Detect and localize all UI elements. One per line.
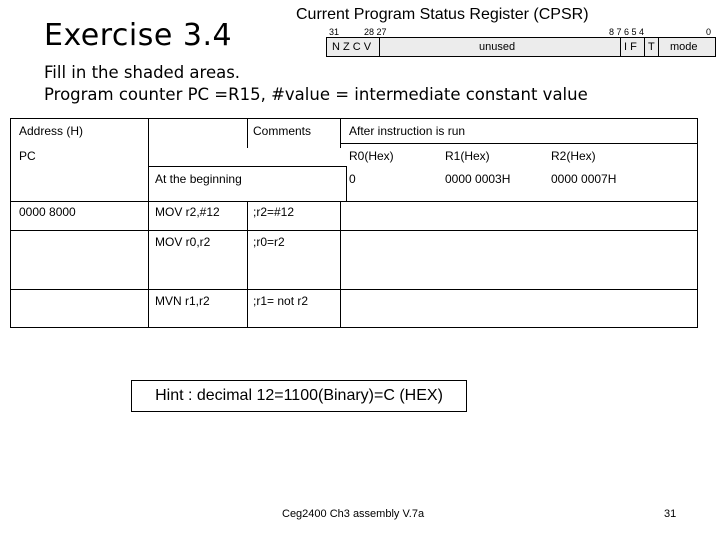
address-header: Address (H) — [19, 124, 84, 138]
beginning-r0: 0 — [349, 172, 356, 186]
cpsr-register-box — [326, 37, 716, 57]
bit-28-27-label: 28 27 — [364, 27, 387, 37]
bit-8-4-label: 8 7 6 5 4 — [609, 27, 645, 37]
beginning-r1: 0000 0003H — [445, 172, 511, 186]
cpsr-title: Current Program Status Register (CPSR) — [296, 6, 589, 23]
instruction-line-2: Program counter PC =R15, #value = intermediate constant value — [44, 85, 588, 104]
r0-header: R0(Hex) — [349, 149, 394, 163]
cpsr-mode: mode — [670, 41, 698, 53]
beginning-label: At the beginning — [155, 172, 242, 186]
row-3-instruction: MVN r1,r2 — [155, 294, 210, 308]
r2-header: R2(Hex) — [551, 149, 596, 163]
slide-title: Exercise 3.4 — [44, 18, 233, 53]
page-number: 31 — [664, 508, 677, 520]
instruction-line-1: Fill in the shaded areas. — [44, 63, 241, 82]
after-instruction-header: After instruction is run — [349, 124, 466, 138]
pc-header: PC — [19, 149, 36, 163]
beginning-r2: 0000 0007H — [551, 172, 617, 186]
cpsr-t-bit: T — [648, 41, 655, 53]
bit-0-label: 0 — [706, 27, 712, 37]
cpsr-flags: N Z C V — [332, 41, 372, 53]
bit-31-label: 31 — [329, 27, 340, 37]
footer-course: Ceg2400 Ch3 assembly V.7a — [282, 508, 425, 520]
cpsr-if-bits: I F — [624, 41, 637, 53]
register-table — [10, 118, 698, 328]
row-1-comment: ;r2=#12 — [253, 205, 295, 219]
row-1-address: 0000 8000 — [19, 205, 76, 219]
hint-box: Hint : decimal 12=1100(Binary)=C (HEX) — [131, 380, 467, 412]
row-3-comment: ;r1= not r2 — [253, 294, 309, 308]
comments-header: Comments — [253, 124, 312, 138]
row-1-instruction: MOV r2,#12 — [155, 205, 220, 219]
r1-header: R1(Hex) — [445, 149, 490, 163]
row-2-comment: ;r0=r2 — [253, 235, 285, 249]
cpsr-unused: unused — [479, 41, 516, 53]
row-2-instruction: MOV r0,r2 — [155, 235, 211, 249]
